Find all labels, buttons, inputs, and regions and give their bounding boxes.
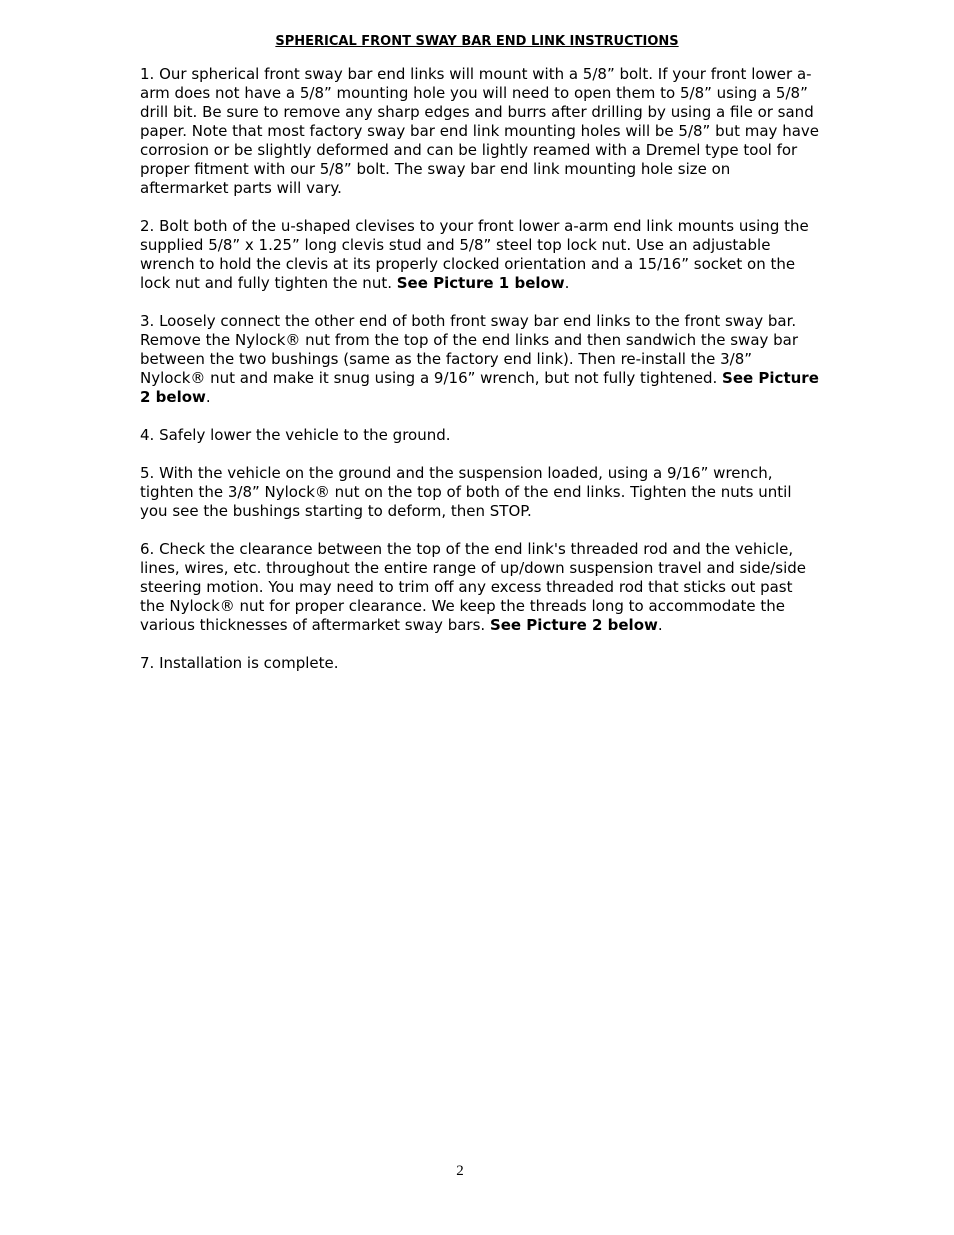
- step-text: 5. With the vehicle on the ground and the suspension loaded, using a 9/16” wrench, tighten the 3/8” Nylock® nut on the top of both of the end links. Tighten the nuts until you see the bushings starting to deform, then STOP.: [140, 464, 792, 520]
- step-1: [140, 65, 820, 198]
- step-5: [140, 464, 820, 521]
- step-4: [140, 426, 820, 445]
- step-reference: See Picture 2 below: [140, 369, 819, 406]
- step-text: 1. Our spherical front sway bar end links will mount with a 5/8” bolt. If your front lower a-arm does not have a 5/8” mounting hole you will need to open them to 5/8” using a 5/8” drill bit. Be sure to remove any sharp edges and burrs after drilling by using a file or sand paper. Note that most factory sway bar end link mounting holes will be 5/8” but may have corrosion or be slightly deformed and can be lightly reamed with a Dremel type tool for proper fitment with our 5/8” bolt. The sway bar end link mounting hole size on aftermarket parts will vary.: [140, 65, 820, 197]
- step-7: [140, 654, 820, 673]
- page-number: 2: [456, 1163, 464, 1179]
- step-text: 6. Check the clearance between the top of the end link's threaded rod and the vehicle, lines, wires, etc. throughout the entire range of up/down suspension travel and side/side steering motion. You may need to trim off any excess threaded rod that sticks out past the Nylock® nut for proper clearance. We keep the threads long to accommodate the various thicknesses of aftermarket sway bars.: [140, 540, 806, 634]
- step-text: 2. Bolt both of the u-shaped clevises to your front lower a-arm end link mounts using the supplied 5/8” x 1.25” long clevis stud and 5/8” steel top lock nut. Use an adjustable wrench to hold the clevis at its properly clocked orientation and a 15/16” socket on the lock nut and fully tighten the nut.: [140, 217, 809, 292]
- step-tail: .: [564, 274, 570, 292]
- step-reference: See Picture 2 below: [489, 616, 658, 634]
- step-2: [140, 217, 820, 293]
- instructions-body: [140, 65, 820, 692]
- step-3: [140, 312, 820, 407]
- step-reference: See Picture 1 below: [396, 274, 565, 292]
- step-text: 7. Installation is complete.: [140, 654, 339, 672]
- step-6: [140, 540, 820, 635]
- page-title: SPHERICAL FRONT SWAY BAR END LINK INSTRUCTIONS: [275, 34, 679, 49]
- step-tail: .: [205, 388, 211, 406]
- step-tail: .: [657, 616, 663, 634]
- step-text: 4. Safely lower the vehicle to the ground.: [140, 426, 451, 444]
- step-text: 3. Loosely connect the other end of both front sway bar end links to the front sway bar. Remove the Nylock® nut from the top of the end links and then sandwich the sway bar between the two bushings (same as the factory end link). Then re-install the 3/8” Nylock® nut and make it snug using a 9/16” wrench, but not fully tightened.: [140, 312, 799, 387]
